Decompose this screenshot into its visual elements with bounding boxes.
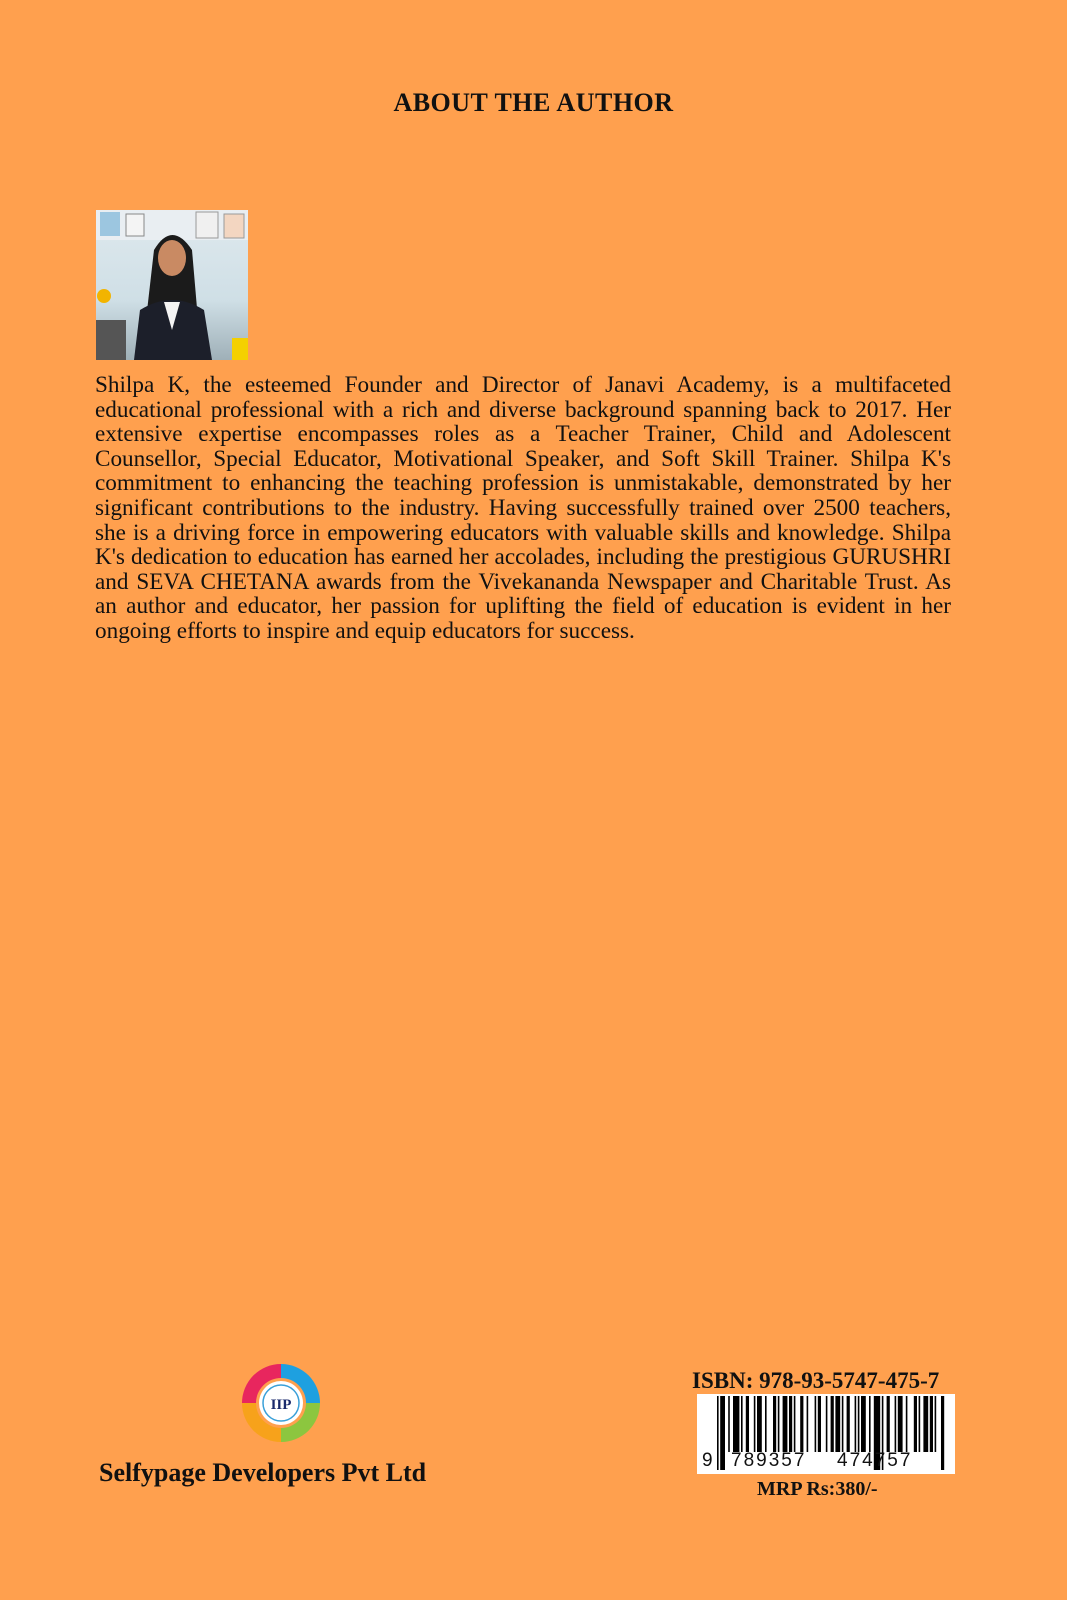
barcode-bar (720, 1396, 725, 1470)
barcode-bar (930, 1396, 933, 1452)
barcode-bar (754, 1396, 756, 1452)
barcode-bar (765, 1396, 767, 1452)
author-bio: Shilpa K, the esteemed Founder and Director of Janavi Academy, is a multifaceted educational professional with a rich and diverse background spanning back to 2017. Her extensive expertise encompasses roles as a Teacher Trainer, Child and Adolescent Counsellor, Special Educator, Motivational Speaker, and Soft Skill Trainer. Shilpa K's commitment to enhancing the teaching profession is unmistakable, demonstrated by her significant contributions to the industry. Having successfully trained over 2500 teachers, she is a driving force in empowering educators with valuable skills and knowledge. Shilpa K's dedication to education has earned her accolades, including the prestigious GURUSHRI and SEVA CHETANA awards from the Vivekananda Newspaper and Charitable Trust. As an author and educator, her passion for uplifting the field of education is evident in her ongoing efforts to inspire and equip educators for success. (95, 372, 951, 644)
barcode-bar (935, 1396, 937, 1452)
barcode-bar (858, 1396, 860, 1452)
barcode-bar (826, 1396, 828, 1452)
barcode-bar (855, 1396, 857, 1452)
page-title: ABOUT THE AUTHOR (393, 88, 674, 117)
barcode-bar (906, 1396, 908, 1452)
publisher-name: Selfypage Developers Pvt Ltd (99, 1458, 427, 1487)
barcode-digits-right: 474757 (837, 1450, 913, 1471)
barcode-bar (887, 1396, 890, 1452)
barcode-bar (733, 1396, 739, 1452)
barcode-bar (815, 1396, 817, 1452)
barcode-bar (728, 1396, 730, 1452)
logo-initials: IIP (270, 1397, 292, 1413)
barcode-bar (789, 1396, 792, 1452)
barcode-digit-first: 9 (702, 1450, 713, 1471)
publisher-logo (238, 1360, 324, 1446)
barcode-bar (847, 1396, 850, 1452)
barcode-bar (757, 1396, 762, 1452)
barcode-bar (717, 1396, 719, 1470)
barcode-bar (842, 1396, 844, 1452)
barcode-bar (895, 1396, 897, 1452)
barcode-bar (778, 1396, 780, 1452)
barcode (697, 1394, 955, 1474)
barcode-bar (941, 1396, 944, 1470)
barcode-bar (741, 1396, 743, 1452)
barcode-bar (818, 1396, 821, 1452)
barcode-bar (923, 1396, 928, 1452)
author-photo (96, 210, 248, 360)
barcode-bar (914, 1396, 917, 1452)
barcode-bar (919, 1396, 921, 1452)
barcode-bar (794, 1396, 796, 1452)
barcode-digits-left: 789357 (731, 1450, 807, 1471)
barcode-bar (783, 1396, 788, 1452)
isbn-label: ISBN: 978-93-5747-475-7 (692, 1368, 940, 1393)
barcode-bar (861, 1396, 866, 1452)
barcode-bar (831, 1396, 834, 1452)
barcode-bar (898, 1396, 903, 1452)
barcode-bar (835, 1396, 840, 1452)
barcode-bar (869, 1396, 871, 1452)
barcode-bar (746, 1396, 749, 1452)
barcode-bar (807, 1396, 809, 1452)
barcode-bar (773, 1396, 776, 1452)
barcode-bar (800, 1396, 803, 1452)
mrp-price: MRP Rs:380/- (757, 1478, 878, 1500)
